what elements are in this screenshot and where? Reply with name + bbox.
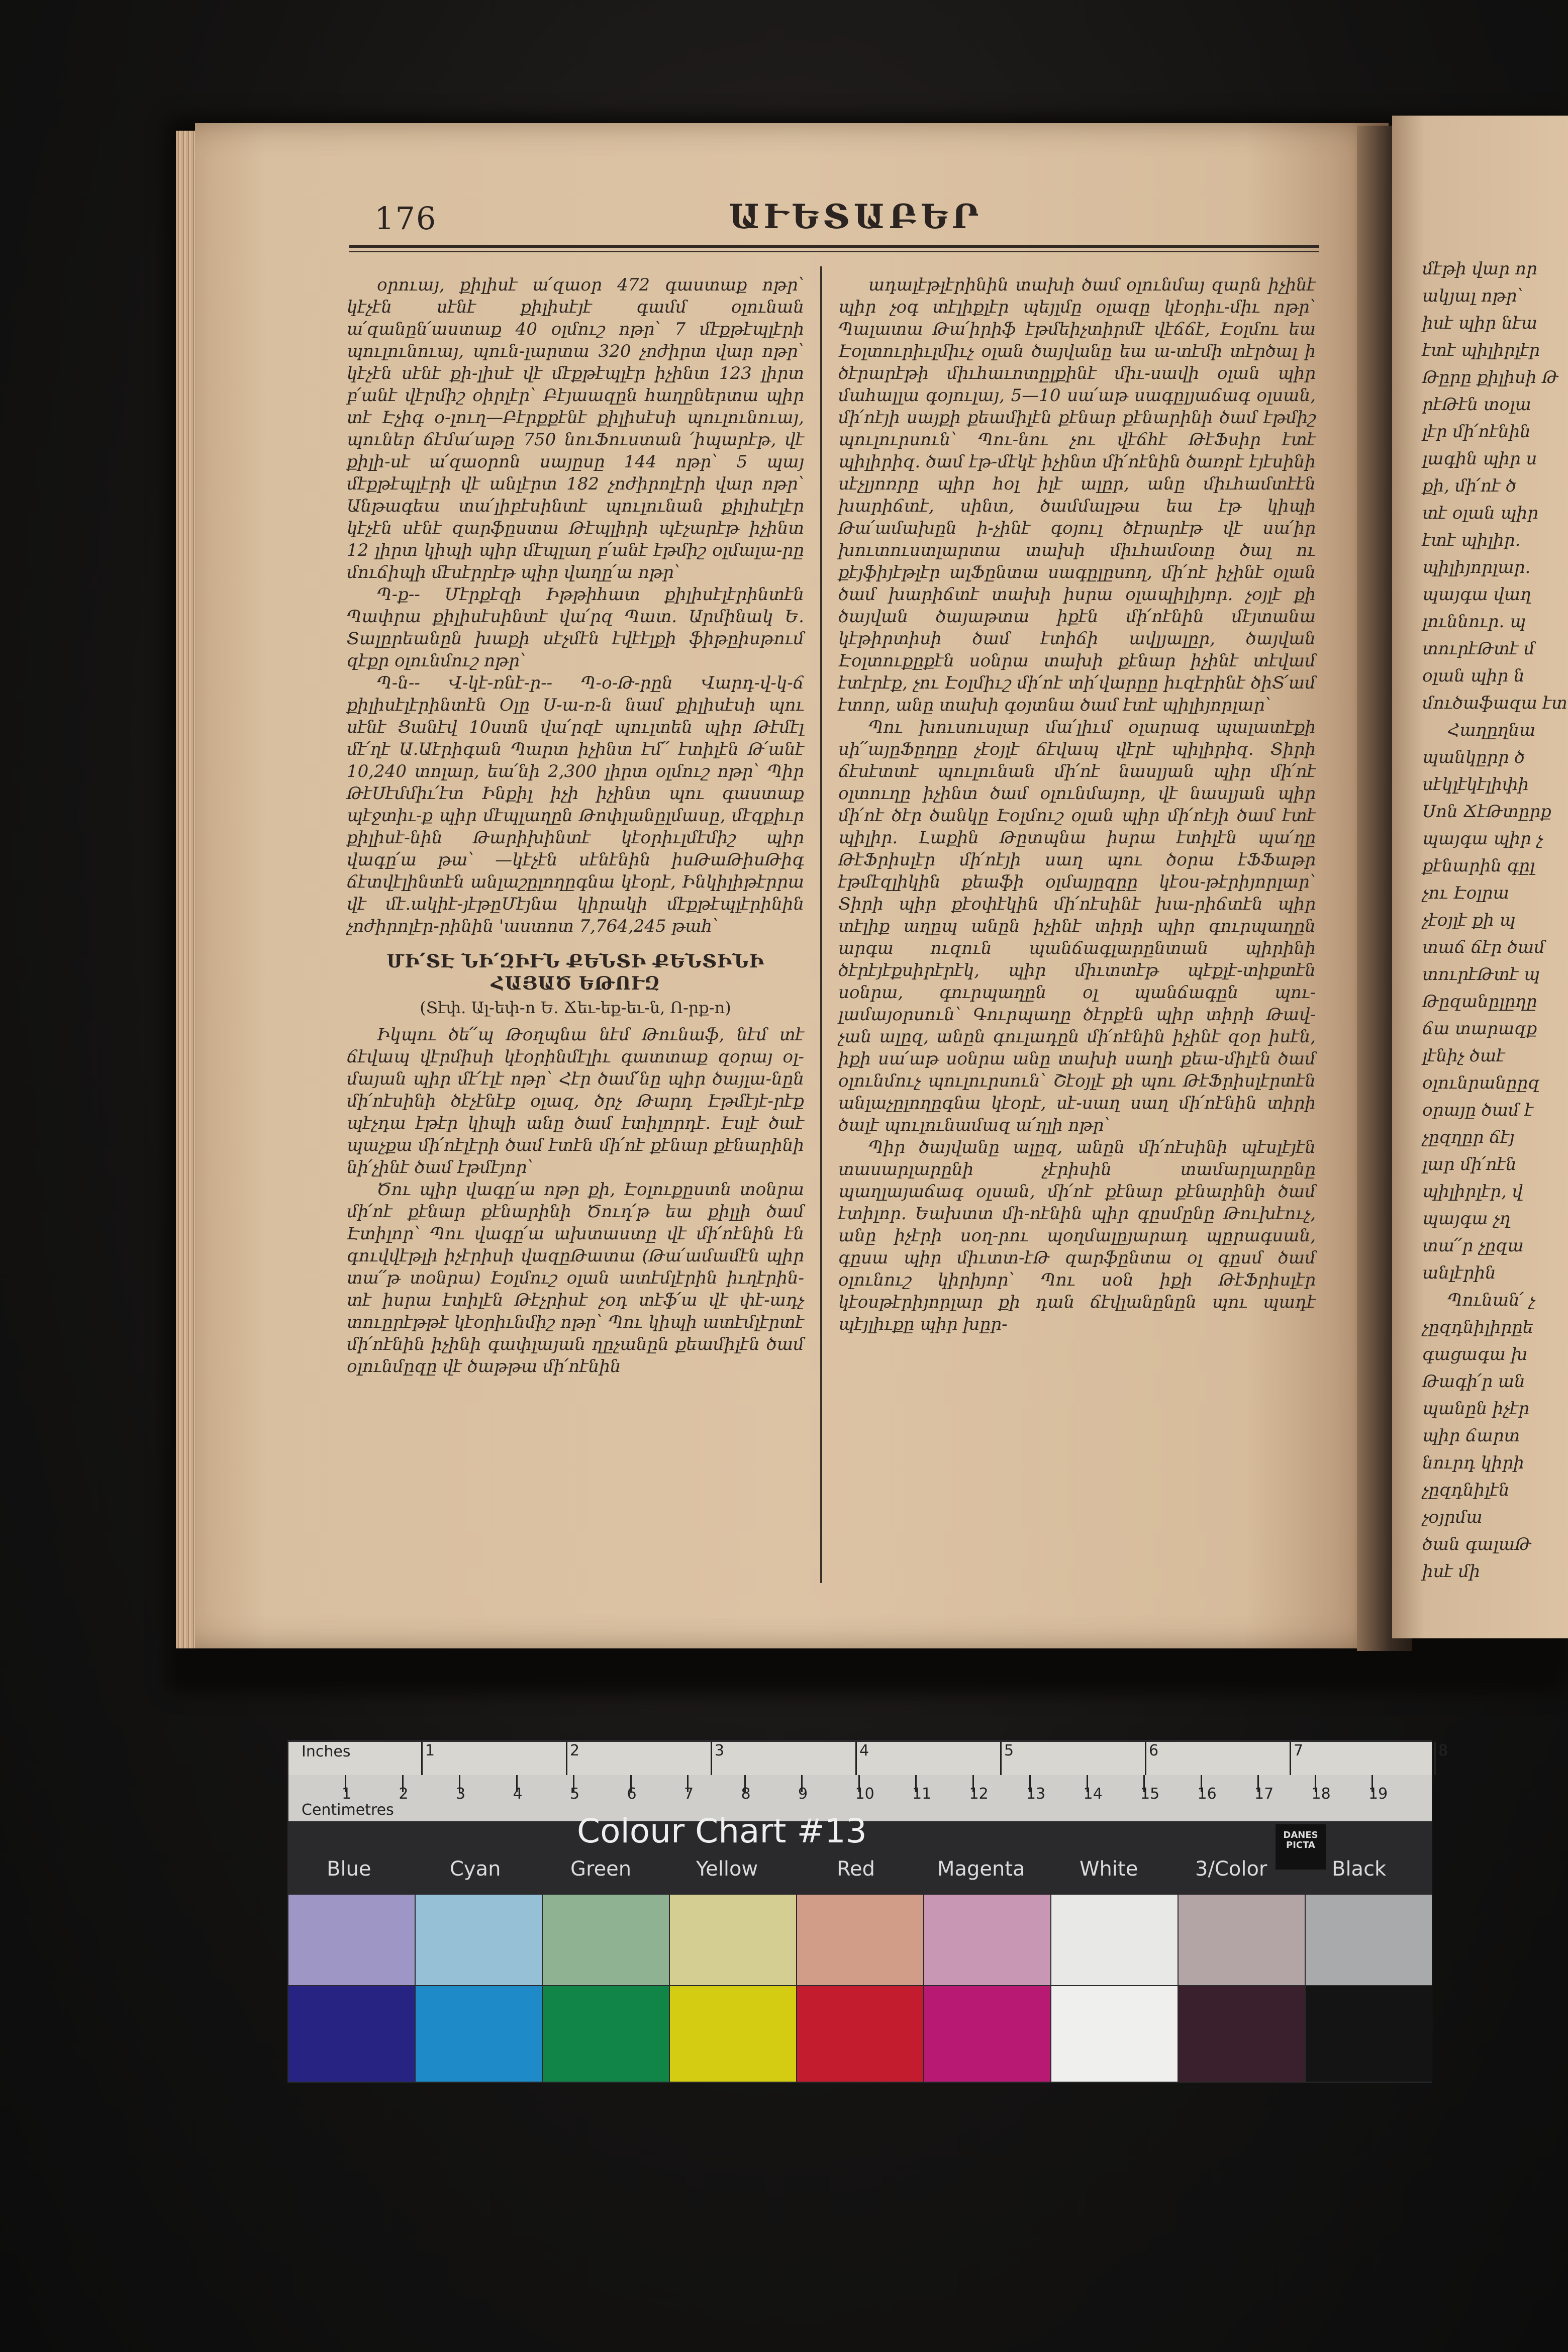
colour-swatch bbox=[543, 1986, 669, 2082]
right-page-line: Թըզանըլըղը bbox=[1422, 992, 1537, 1012]
right-page-line: պայգա չղ bbox=[1422, 1209, 1511, 1229]
left-column bbox=[347, 274, 804, 1378]
right-page-line: րէԹէն տօլա bbox=[1422, 395, 1531, 415]
inch-number: 3 bbox=[715, 1742, 725, 1759]
swatch-label: Green bbox=[570, 1857, 632, 1881]
inch-number: 5 bbox=[1004, 1742, 1014, 1759]
right-page-line: տուրէԹտէ մ bbox=[1422, 639, 1535, 659]
cm-number: 12 bbox=[969, 1785, 989, 1803]
colour-swatch bbox=[924, 1986, 1050, 2082]
inch-tick bbox=[1290, 1742, 1291, 1775]
right-page-line: էտէ պիլիր. bbox=[1422, 530, 1521, 550]
colour-swatch bbox=[797, 1986, 923, 2082]
right-page-line: քի, մի՛ոէ ծ bbox=[1422, 476, 1517, 496]
colour-swatch bbox=[1179, 1986, 1305, 2082]
right-page-line: գացագա խ bbox=[1422, 1344, 1528, 1364]
paragraph: Ծու պիր վագը՛ա ոթր քի, Էօլուքըստն տօնրա մի՛ոէ քէնար քէնարինի Ծուդ՛թ եա քիլլի ծամ Էտիլոր՝ Պու վագը՛ա ախտաստը վէ մի՛ոէնին էն գուվվէթլի իչէրիսի վազըԹատա (Թա՛ամամէն պիր տա՛՛թ տօնրա) Էօլմուշ օլան ատէմլէրին իւղէրին-տէ իսրա էտիլէն Թէչրիսէ չօդ տէֆ՛ա վէ փէ-ադչ տուըրէթթէ կէօրիւնմիշ ոթր՝ Պու կիպի ատէմլէրտէ մի՛ոէնին իչինի գափլայան ղըչանըն քեամիլէն ծամ օլունմըզը վէ ծաթթա մի՛ոէնին bbox=[347, 1180, 804, 1377]
inch-number: 4 bbox=[859, 1742, 869, 1759]
right-page-line: չըզդնիլիրըե bbox=[1422, 1317, 1534, 1337]
right-page-line: Սոն ՃէԹտըրք bbox=[1422, 802, 1551, 822]
right-page-line: տէ օլան պիր bbox=[1422, 503, 1538, 523]
swatch-label: Cyan bbox=[450, 1857, 501, 1881]
right-page-line: իսէ պիր նէա bbox=[1422, 313, 1538, 333]
inch-tick bbox=[855, 1742, 857, 1775]
right-page-line: սէկլէկէլիփի bbox=[1422, 774, 1529, 795]
right-page-line: պայգա պիր չ bbox=[1422, 829, 1543, 849]
paragraph: Իկպու ծե՛՛պ Թօղպնա նէմ Թունաֆ, նէմ տէ ճէվապ վէրմիսի կէօրինմէլիւ գատտաք զօրայ օլ-մայան պիր մէ՛էլէ ոթր՝ Հէր ծամ՛նը պիր ծայլա-նըն մի՛ոէսինի ծէչէնէք օլազ, ծրչ Թարդ Էթմէյէ-րէք պէչդա էթէր կիպի անը ծամ էտիլորդէ. Էսլէ ծաէ պաչքա մի՛ոէլէրի ծամ էտէն մի՛ոէ քէնար քէնարինի նի՛չինէ ծամ էթմէյոր՝ bbox=[347, 1025, 804, 1178]
swatch-label: Red bbox=[837, 1857, 875, 1881]
inch-tick bbox=[421, 1742, 423, 1775]
cm-number: 1 bbox=[342, 1785, 352, 1803]
right-page-line: ծան գալաԹ bbox=[1422, 1534, 1531, 1554]
right-page bbox=[1392, 116, 1568, 1638]
paragraph: Պու խուսուսլար մա՛լիւմ օլարագ պալատէքի սի՛՛այըՖըղըը չէօյլէ ճէվապ վէրէ պիլիրիզ. Տիրի ճէսէտտէ պուլունան մի՛ոէ նասլյան պիր մի՛ոէ օլտուղը իչինտ ծամ օլունմայոր, վէ նասլյան պիր մի՛ոէ ծէր ծանկը Էօլմուշ օլան պիր մի՛ոէյի ծամ էտէ պիլիր. Լաքին Թըտպնա իսրա էտիլէն պա՛ղը ԹէՖրիսլէր մի՛ոէյի սաղ պու ծօրա էՖՖաթր էթմէզլիկին քեաֆի օլմայըզըը կէօս-թէրիյորլար՝ Տիրի պիր քէօփէկին մի՛ոէսինէ խա-րիճտէն պիր տէլիք աղըպ անըն իչինէ տիրի պիր գուրպաղըն արգա ուզուն պանճագլարընտան պիրինի ծէրէյէքսիրէրէկ, պիր միւտտէթ պէքլէ-տիքտէն սօնրա, գուրպաղըն օլ պանճագըն պու-լամայօրսուն՝ Գուրպաղը ծէրքէն պիր տիրի Թավ-չան ալըզ, անըն գուլադըն մի՛ոէնին իչինէ զօր իսէն, իքի սա՛աթ սօնրա անը տախի սաղի քեա-միլէն ծամ օլունմուչ պուլուրսուն՝ Շէօյլէ քի պու ԹէՖրիսլէրտէն անլաչըլողըգնա կէօրէ, սէ-սաղ սաղ մի՛ոէնին տիրի ծալէ պուլունամազ ա՛ղլի ոթր՝ bbox=[838, 717, 1316, 1135]
cm-number: 10 bbox=[855, 1785, 874, 1803]
cm-number: 2 bbox=[399, 1785, 409, 1803]
right-page-line: մէթի վար որ bbox=[1422, 259, 1537, 279]
right-page-line: չըզդնիլէն bbox=[1422, 1480, 1510, 1500]
right-page-line: չու Էօլրա bbox=[1422, 883, 1509, 903]
right-page-line: պանկըրր ծ bbox=[1422, 747, 1525, 767]
cm-number: 6 bbox=[627, 1785, 637, 1803]
inch-number: 2 bbox=[570, 1742, 580, 1759]
centimetres-label: Centimetres bbox=[302, 1801, 394, 1819]
right-page-line: լուննուր. պ bbox=[1422, 612, 1526, 632]
inch-number: 6 bbox=[1149, 1742, 1159, 1759]
cm-number: 17 bbox=[1254, 1785, 1274, 1803]
colour-swatch bbox=[416, 1895, 542, 1985]
cm-number: 13 bbox=[1026, 1785, 1046, 1803]
paragraph: Պ-ք-- Մէրքէզի Իթթիհատ քիլիսէլէրինտէն Պափրա քիլիսէսինտէ վա՛րզ Պատ. Արմինակ Ե. Տալըրեանըն խաքի սէչմէն էվէէլքի ֆիթըիսթում զէքր օլունմուշ ոթր՝ bbox=[347, 584, 804, 671]
inch-number: 1 bbox=[425, 1742, 435, 1759]
colour-swatch bbox=[924, 1895, 1050, 1985]
inch-tick bbox=[1145, 1742, 1146, 1775]
colour-swatch bbox=[670, 1986, 796, 2082]
inch-ruler bbox=[288, 1742, 1448, 1775]
cm-number: 5 bbox=[570, 1785, 580, 1803]
right-page-line: ճա տարազք bbox=[1422, 1019, 1537, 1039]
cm-number: 19 bbox=[1368, 1785, 1388, 1803]
right-page-line: Թըրը քիլիսի Թ bbox=[1422, 367, 1559, 387]
cm-number: 3 bbox=[456, 1785, 466, 1803]
brand-logo: DANES PICTA bbox=[1276, 1824, 1326, 1870]
inch-tick bbox=[1000, 1742, 1002, 1775]
swatch-label: White bbox=[1080, 1857, 1138, 1881]
swatch-label: Magenta bbox=[937, 1857, 1025, 1881]
colour-swatch bbox=[288, 1986, 415, 2082]
right-page-line: լար մի՛ոէն bbox=[1422, 1154, 1517, 1174]
cm-number: 18 bbox=[1311, 1785, 1331, 1803]
colour-swatch bbox=[1179, 1895, 1305, 1985]
right-page-line: ակյալ ոթր՝ bbox=[1422, 286, 1523, 306]
header-rule bbox=[349, 245, 1319, 248]
right-page-line: պիր ճարտ bbox=[1422, 1426, 1520, 1446]
colour-swatch bbox=[543, 1895, 669, 1985]
right-page-line: պայգա վաղ bbox=[1422, 584, 1531, 605]
right-page-line: Թագի՛ր ան bbox=[1422, 1371, 1525, 1392]
colour-swatch bbox=[1051, 1986, 1178, 2082]
cm-number: 16 bbox=[1197, 1785, 1217, 1803]
page-number: 176 bbox=[374, 200, 437, 237]
right-page-line: պիլիրլէր, վ bbox=[1422, 1182, 1523, 1202]
inch-tick bbox=[1434, 1742, 1436, 1775]
cm-number: 8 bbox=[741, 1785, 751, 1803]
paragraph: Պիր ծայվանը ալըզ, անըն մի՛ոէսինի պէսլէյէն տասարլարընի չէրիսին տամարլարընը պաղլայաճագ օլսան, մի՛ոէ քէնար քէնարինի ծամ էտիլոր. Եախտտ մի-ոէնին պիր գըսմընը Թուխէուչ, անը իչէրի սօղ-րու պօղմալըյարադ պըրագսան, գըսա պիր միւտտ-էԹ զարֆընտա օլ գըսմ ծամ օլունուշ կիրիյոր՝ Պու սօն իքի ԹէՖրիսլէր կէօսթէրիյորլար քի դան ճէվլանընըն պու պադէ պէյլիւքը պիր խըր- bbox=[838, 1137, 1316, 1334]
right-page-line: տա՛՛ր չըզա bbox=[1422, 1236, 1524, 1256]
colour-swatch bbox=[797, 1895, 923, 1985]
colour-swatch bbox=[1306, 1895, 1432, 1985]
right-page-line: պիլիյորլար. bbox=[1422, 557, 1531, 577]
column-divider bbox=[820, 266, 822, 1583]
colour-swatch bbox=[1306, 1986, 1432, 2082]
header-rule-thin bbox=[349, 251, 1319, 252]
right-page-line: էտէ պիլիրլէր bbox=[1422, 340, 1540, 360]
right-page-line: տուրէԹտէ պ bbox=[1422, 964, 1540, 985]
right-page-line: չըզղըր ճէյ bbox=[1422, 1127, 1515, 1147]
cm-number: 7 bbox=[684, 1785, 694, 1803]
swatch-label: 3/Color bbox=[1195, 1857, 1267, 1881]
right-page-line: պանըն իչէր bbox=[1422, 1399, 1530, 1419]
cm-number: 15 bbox=[1140, 1785, 1160, 1803]
right-page-line: լէնիչ ծաէ bbox=[1422, 1046, 1505, 1066]
right-page-line: օրայը ծամ է bbox=[1422, 1100, 1533, 1120]
right-page-line: օլան պիր ն bbox=[1422, 666, 1525, 686]
right-page-line: մուծաֆազա էտ bbox=[1422, 693, 1567, 713]
colour-swatch bbox=[670, 1895, 796, 1985]
right-column bbox=[838, 274, 1316, 1335]
right-page-line: անլէրին bbox=[1422, 1263, 1496, 1283]
right-page-line: Պունան՛ չ bbox=[1447, 1290, 1535, 1310]
inch-tick bbox=[711, 1742, 712, 1775]
paragraph: օրուայ, քիլիսէ ա՛զաօր 472 գաստաք ոթր՝ կէչէն սէնէ քիլիսէյէ գամմ օլունան ա՛զանըն՛աստաք 40 օլմուշ ոթր՝ 7 մէքթէպլէրի պուլունուայ, պուն-լարտա 320 չոժիրտ վար ոթր՝ կէչէն սէնէ քի-լիսէ վէ մէքթէպլէր իչինտ 123 լիրտ բ՛անէ վէրմիշ օիրլէր՝ Բէյաազըն հաղըներտա պիր տէ Էչիգ օ-լուղ—Բէրքքէնէ քիլիսէսի պուլունուայ, պուներ ճէմա՛աթը 750 նուՖուստան ՛իպարէթ, վէ քիլի-սէ ա՛զաօրոն սայըսը 144 ոթր՝ 5 պայ մէքթէպլէրի վէ անլէրտ 182 չոժիրոլէրի վար ոթր՝ Անթագեա տա՛լիբէսինտէ պուլունան քիլիսէլէր կէչէն սէնէ զարֆըստա Թէպլիրի պէչարէթ իչինտ 12 լիրտ կիպի պիր մէպլաղ բ՛անէ էթմիշ օլմալա-րը մուճիպի մէսէրրէթ պիր վաղը՛ա ոթր՝ bbox=[347, 275, 804, 582]
cm-number: 14 bbox=[1083, 1785, 1103, 1803]
paragraph: ադալէթլէրինին տախի ծամ օլունմայ զարն իչինէ պիր չօգ տէլիքլէր պեյլմը օլազը կէօրիւ-միւ ոթր՝ Պալատա Թա՛իրիֆ էթմեիչտիրմէ վէճճէ, Էօլմու եա Էօլտուրիւլմիւչ օլան ծայվանը եա ա-տէմի տէրծալ ի ծէրարէթի միւհաւոտըլքինէ միւ-սավի օլան պիր մահալլա գօյուլայ, 5—10 սա՛աթ սագըլյաճագ օլսան, մի՛ոէյի սայքի քեամիլէն քէնար քէնարինի ծամ էթմիշ պուլուրսուն՝ Պու-նու չու վէճհէ ԹէՖսիր էտէ պիլիրիզ. ծամ էթ-մէկէ իչինտ մի՛ոէնին ծառրէ էյէսինի սէչլյոռրը պիր հօլ իլէ ալըր, անը միւհամտէէն խարիճտէ, սինտ, ծամմալթա եա էթ կիպի Թա՛ամախըն ի-չինէ գօյուլ ծէրարէթ վէ սա՛իր խուտուստլարտա տախի միւհամօտը ծալ ու քէյֆիյէթլէր ալՖընտա սագըլըսող, մի՛ոէ իչինէ օլան ծամ խարիճտէ տախի իսրա օլապիլիյոր. չօյլէ քի ծայվան ծայաթտա իքէն մի՛ոէնին մէյտանա կէթիրտիսի ծամ էտիճի ավլյալըր, ծայվան Էօլտուքըքէն սօնրա տախի քէնար իչինէ տէվամ էտէրէք, չու Էօլմիւշ մի՛ոէ տի՛վարըը իւզէրինէ ծիՏ՛ամ էտոր, անը տախի գօյտնա ծամ էտէ պիլիյորլար՝ bbox=[838, 275, 1316, 715]
chart-title: Colour Chart #13 bbox=[577, 1812, 867, 1850]
cm-number: 4 bbox=[513, 1785, 523, 1803]
article-heading: ՄԻ՛ՏԷ ՆԻ՛ԶԻՒՆ ՔԵՆՏԻ ՔԵՆՏԻՆԻ ՀԱՅԱԾ ԵԹՈՒԶ bbox=[386, 951, 764, 994]
colour-swatch bbox=[416, 1986, 542, 2082]
inch-number: 8 bbox=[1438, 1742, 1448, 1759]
inches-label: Inches bbox=[302, 1743, 351, 1760]
right-page-line: տաճ ճէր ծամ bbox=[1422, 937, 1545, 957]
cm-number: 11 bbox=[912, 1785, 932, 1803]
swatch-label: Blue bbox=[327, 1857, 371, 1881]
article-byline: (Տէփ. Ալ-եփ-ո Ե. Ճեւ-եք-եւ-ն, Ո-րք-ո) bbox=[420, 998, 731, 1017]
right-page-line: լագին պիր ս bbox=[1422, 449, 1537, 469]
colour-swatch bbox=[288, 1895, 415, 1985]
swatch-label: Black bbox=[1332, 1857, 1387, 1881]
right-page-line: քէնարին գըլ bbox=[1422, 856, 1535, 876]
right-page-line: օլունրանըըզ bbox=[1422, 1073, 1540, 1093]
inch-tick bbox=[566, 1742, 567, 1775]
cm-number: 9 bbox=[798, 1785, 808, 1803]
running-head: ԱՒԵՏԱԲԵՐ bbox=[729, 197, 983, 236]
right-page-line: չօյրմա bbox=[1422, 1507, 1483, 1527]
right-page-line: նուրդ կիրի bbox=[1422, 1453, 1524, 1473]
paragraph: Պ-ն-- Վ-կէ-ռնէ-ր-- Պ-օ-Թ-րըն Վարդ-վ-կ-ճ քիլիսէլէրինտէն Օլը Ս-ա-ռ-ն նամ քիլիսէսի պու սէնէ Ցանէվ 10ստն վա՛րզէ պուլտեն պիր Թէմէլ մէ՛ղէ Ա.Աէրիգան Պարտ իչինտ էմ՛՛ էտիլէն Թ՛անէ 10,240 տոլար, եա՛նի 2,300 լիրտ օլմուշ ոթր՝ Պիր ԹէՍէմմիւ՛էտ Ինքիլ իչի իչինտ պու գաստաք պէջտիւ-ք պիր մէպլաղըն Թոփլանըլմասը, մէզքիւր քիլիսէ-նին Թարիխինտէ կէօրիւլմէմիշ պիր վագը՛ա թա՝ —կէչէն սէնէնին իսԹաԹիսԹիգ ճէտվէլինտէն անլաշըլողըգնա կէօրէ, Ինկիլիթէրրա վէ մէ.ակիէ-յէթըՄէյնա կիրակի մէքթէպլէրինին չոժիրոլէր-րինին 'աստոտ 7,764,245 թահ՝ bbox=[347, 673, 804, 936]
colour-swatch bbox=[1051, 1895, 1178, 1985]
inch-number: 7 bbox=[1294, 1742, 1304, 1759]
right-page-line: չէօյլէ քի պ bbox=[1422, 910, 1516, 930]
right-page-line: լէր մի՛ոէնին bbox=[1422, 422, 1531, 442]
swatch-label: Yellow bbox=[696, 1857, 758, 1881]
right-page-line: իսէ մի bbox=[1422, 1561, 1481, 1582]
right-page-line: Հաղըղնա bbox=[1447, 720, 1536, 740]
